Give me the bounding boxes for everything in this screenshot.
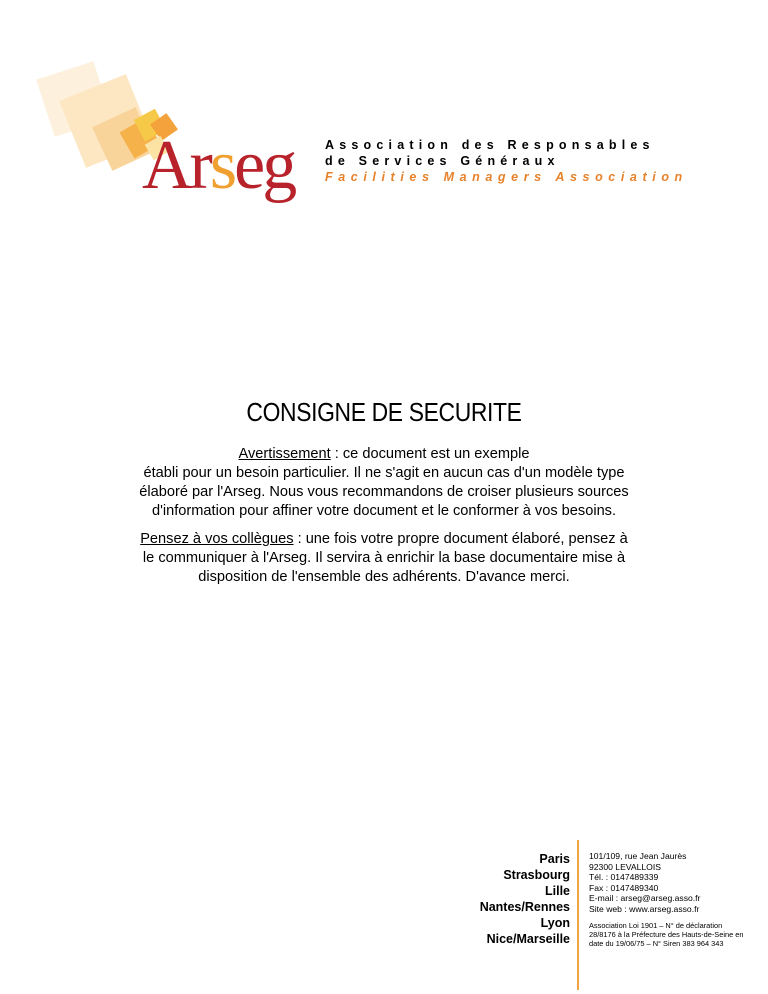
organization-name — [325, 137, 755, 185]
phone: Tél. : 0147489339 — [589, 872, 659, 883]
city-item: Nantes/Rennes — [479, 900, 570, 914]
org-line-1: Association des Responsables — [325, 138, 655, 152]
warning-line-1: : ce document est un exemple — [330, 446, 530, 462]
footer-divider — [577, 840, 579, 990]
website: Site web : www.arseg.asso.fr — [589, 903, 700, 914]
legal-line-2: 28/8176 à la Préfecture des Hauts-de-Seine en — [589, 929, 744, 939]
legal-line-1: Association Loi 1901 – N° de déclaration — [589, 920, 723, 930]
colleagues-line-2: le communiquer à l'Arseg. Il servira à enrichir la base documentaire mise à — [142, 550, 626, 566]
city-item: Paris — [539, 852, 570, 866]
contact-block — [589, 851, 764, 949]
city-item: Lyon — [540, 916, 570, 930]
city-item: Strasbourg — [503, 868, 570, 882]
warning-paragraph — [100, 445, 668, 521]
warning-line-4: d'information pour affiner votre document et le conformer à vos besoins. — [151, 503, 617, 519]
colleagues-lead: Pensez à vos collègues — [140, 531, 294, 547]
legal-line-3: date du 19/06/75 – N° Siren 383 964 343 — [589, 939, 724, 949]
warning-line-2: établi pour un besoin particulier. Il ne s'agit en aucun cas d'un modèle type — [143, 465, 625, 481]
address-line-2: 92300 LEVALLOIS — [589, 861, 661, 872]
email: E-mail : arseg@arseg.asso.fr — [589, 893, 701, 904]
warning-line-3: élaboré par l'Arseg. Nous vous recommandons de croiser plusieurs sources — [139, 484, 629, 500]
colleagues-paragraph — [100, 530, 668, 587]
document-title: CONSIGNE DE SECURITE — [246, 397, 522, 427]
org-line-3: Facilities Managers Association — [325, 170, 688, 184]
colleagues-line-1: : une fois votre propre document élaboré, pensez à — [293, 531, 628, 547]
colleagues-line-3: disposition de l'ensemble des adhérents. D'avance merci. — [198, 569, 570, 585]
city-item: Nice/Marseille — [486, 932, 570, 946]
warning-lead: Avertissement — [238, 446, 331, 462]
arseg-logo — [30, 55, 320, 215]
city-item: Lille — [544, 884, 570, 898]
city-list — [440, 851, 570, 947]
fax: Fax : 0147489340 — [589, 882, 659, 893]
logo-wordmark: Arseg — [142, 127, 295, 204]
address-line-1: 101/109, rue Jean Jaurès — [589, 851, 687, 861]
org-line-2: de Services Généraux — [325, 154, 560, 168]
